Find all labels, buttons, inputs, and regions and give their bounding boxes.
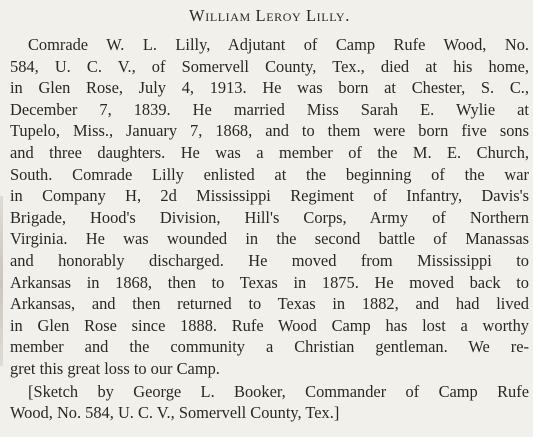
body-line: and three daughters. He was a member of the M. E. Church, — [10, 142, 529, 162]
note-line: Wood, No. 584, U. C. V., Somervell County, Tex.] — [10, 403, 340, 423]
body-line: Virginia. He was wounded in the second battle of Manassas — [10, 229, 529, 249]
body-line: 584, U. C. V., of Somervell County, Tex., died at his home, — [10, 56, 529, 76]
article-body — [10, 34, 529, 424]
body-line: in Company H, 2d Mississippi Regiment of Infantry, Davis's — [10, 186, 529, 206]
body-line: Arkansas, and then returned to Texas in 1882, and had lived — [10, 294, 529, 314]
body-line: Brigade, Hood's Division, Hill's Corps, Army of Northern — [10, 207, 529, 227]
note-line: [Sketch by George L. Booker, Commander of Camp Rufe — [28, 381, 529, 401]
body-line: December 7, 1839. He married Miss Sarah E. Wylie at — [10, 99, 529, 119]
body-line: Arkansas in 1868, then to Texas in 1875. He moved back to — [10, 272, 529, 292]
binding-shadow — [0, 196, 3, 366]
body-line: gret this great loss to our Camp. — [10, 358, 220, 378]
body-line: and honorably discharged. He moved from Mississippi to — [10, 250, 529, 270]
body-line: Comrade W. L. Lilly, Adjutant of Camp Rufe Wood, No. — [28, 35, 529, 54]
body-line: Tupelo, Miss., January 7, 1868, and to them were born five sons — [10, 121, 529, 141]
article-title: William Leroy Lilly. — [189, 6, 350, 25]
body-line: member and the community a Christian gentleman. We re- — [10, 337, 529, 357]
body-line: in Glen Rose, July 4, 1913. He was born at Chester, S. C., — [10, 78, 529, 98]
sketch-attribution — [10, 381, 529, 424]
body-line: South. Comrade Lilly enlisted at the beginning of the war — [10, 164, 529, 184]
body-line: in Glen Rose since 1888. Rufe Wood Camp has lost a worthy — [10, 315, 529, 335]
